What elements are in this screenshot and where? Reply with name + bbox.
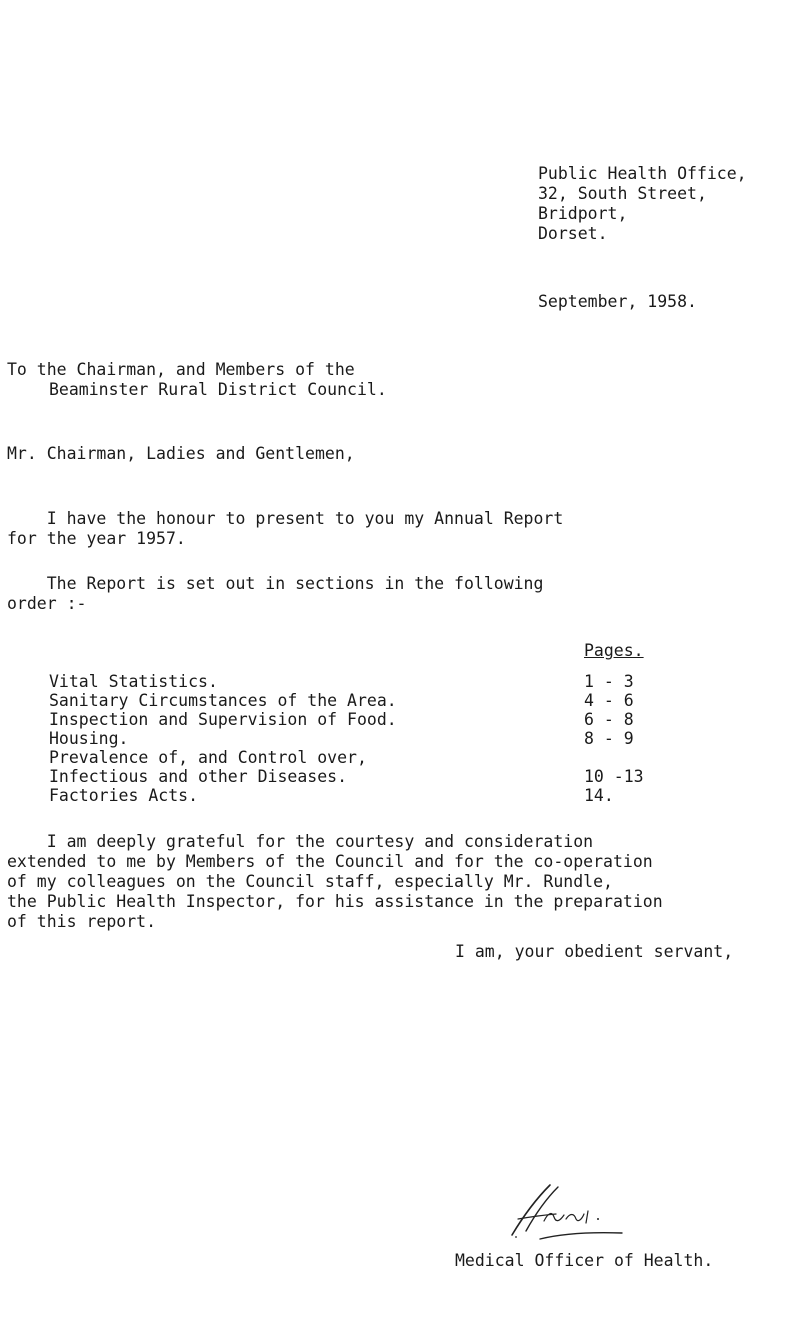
gratitude-line-1: I am deeply grateful for the courtesy and consideration xyxy=(7,832,594,851)
gratitude-line-5: of this report. xyxy=(7,912,157,931)
pages-heading: Pages. xyxy=(584,641,644,660)
toc-item: Sanitary Circumstances of the Area. xyxy=(49,691,397,710)
order-line-2: order :- xyxy=(7,594,87,613)
toc-item: Inspection and Supervision of Food. xyxy=(49,710,397,729)
toc-pages: 10 -13 xyxy=(584,767,644,786)
toc-item: Housing. xyxy=(49,729,129,748)
toc-pages: 6 - 8 xyxy=(584,710,634,729)
toc-pages: 8 - 9 xyxy=(584,729,634,748)
gratitude-line-4: the Public Health Inspector, for his assistance in the preparation xyxy=(7,892,663,911)
gratitude-line-3: of my colleagues on the Council staff, especially Mr. Rundle, xyxy=(7,872,613,891)
intro-line-1: I have the honour to present to you my Annual Report xyxy=(7,509,564,528)
toc-pages: 14. xyxy=(584,786,614,805)
address-line-4: Dorset. xyxy=(538,224,608,243)
toc-pages: 1 - 3 xyxy=(584,672,634,691)
address-line-2: 32, South Street, xyxy=(538,184,707,203)
toc-item: Vital Statistics. xyxy=(49,672,218,691)
intro-line-2: for the year 1957. xyxy=(7,529,186,548)
toc-item: Factories Acts. xyxy=(49,786,199,805)
salutation: Mr. Chairman, Ladies and Gentlemen, xyxy=(7,444,355,463)
letter-date: September, 1958. xyxy=(538,292,697,311)
handwritten-signature xyxy=(504,1181,634,1243)
signatory-title: Medical Officer of Health. xyxy=(455,1251,714,1270)
closing: I am, your obedient servant, xyxy=(455,942,734,961)
toc-item: Infectious and other Diseases. xyxy=(49,767,348,786)
addressee-line-1: To the Chairman, and Members of the xyxy=(7,360,355,379)
order-line-1: The Report is set out in sections in the following xyxy=(7,574,544,593)
gratitude-line-2: extended to me by Members of the Council and for the co-operation xyxy=(7,852,653,871)
addressee-line-2: Beaminster Rural District Council. xyxy=(49,380,387,399)
toc-pages: 4 - 6 xyxy=(584,691,634,710)
address-line-3: Bridport, xyxy=(538,204,628,223)
toc-item: Prevalence of, and Control over, xyxy=(49,748,367,767)
address-line-1: Public Health Office, xyxy=(538,164,747,183)
